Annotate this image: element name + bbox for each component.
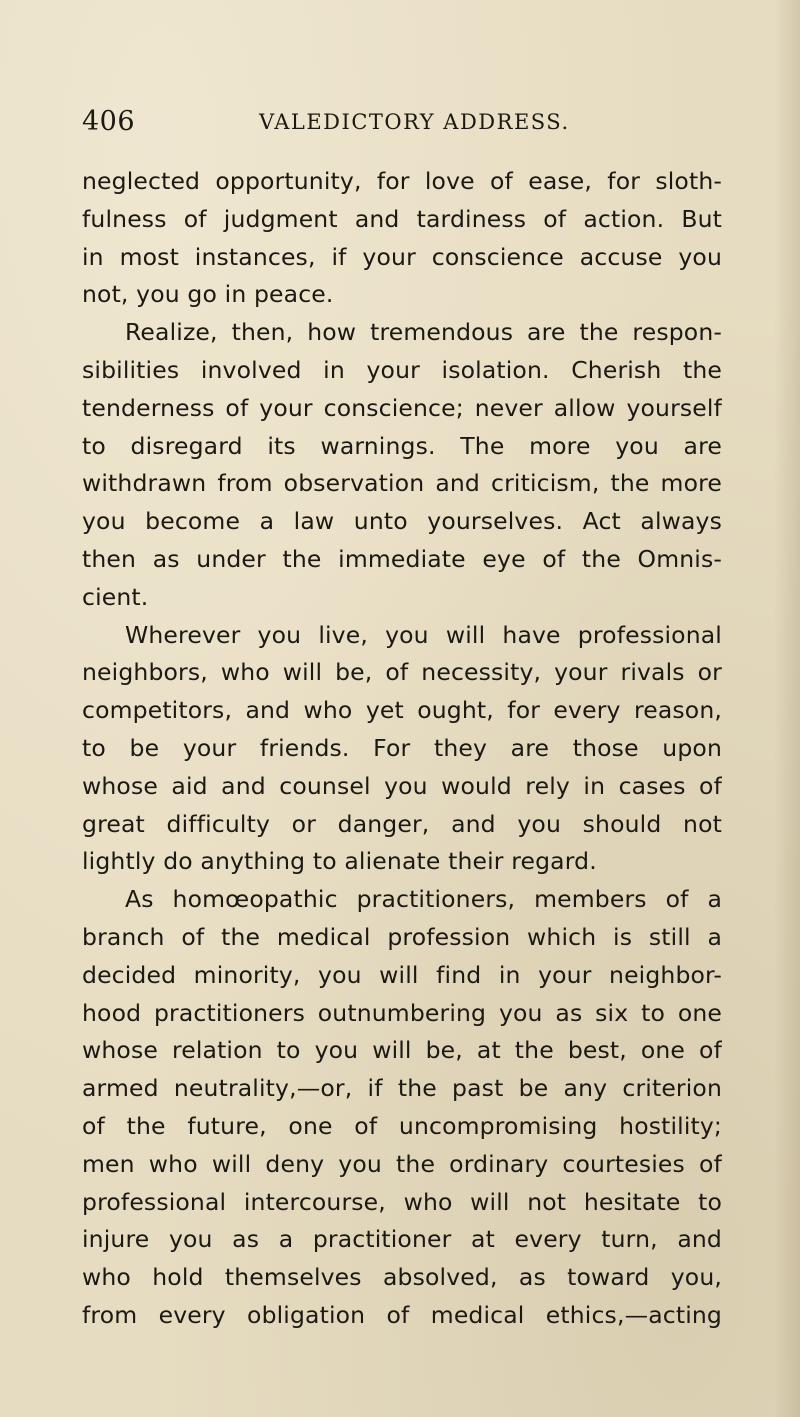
text-line: to disregard its warnings. The more you are — [82, 431, 722, 460]
text-line: whose relation to you will be, at the best, one of — [82, 1036, 722, 1065]
text-line: whose aid and counsel you would rely in cases of — [82, 771, 722, 800]
page-number: 406 — [82, 106, 136, 137]
text-line: in most instances, if your conscience accuse you — [82, 242, 722, 271]
text-line: Wherever you live, you will have professional — [125, 620, 722, 649]
text-line: decided minority, you will find in your neighbor- — [82, 960, 722, 989]
page-edge-shadow — [774, 0, 800, 1417]
text-line: fulness of judgment and tardiness of action. But — [82, 204, 722, 233]
text-line: sibilities involved in your isolation. Cherish the — [82, 355, 722, 384]
text-line: professional intercourse, who will not hesitate to — [82, 1187, 722, 1216]
body-text — [82, 163, 722, 1335]
text-line: branch of the medical profession which is still a — [82, 922, 722, 951]
text-line: lightly do anything to alienate their regard. — [82, 847, 597, 876]
text-line: withdrawn from observation and criticism, the more — [82, 469, 722, 498]
text-line: neighbors, who will be, of necessity, your rivals or — [82, 658, 722, 687]
text-line: great difficulty or danger, and you should not — [82, 809, 722, 838]
text-line: competitors, and who yet ought, for every reason, — [82, 696, 722, 725]
text-line: neglected opportunity, for love of ease, for sloth- — [82, 167, 722, 195]
text-line: from every obligation of medical ethics,—acting — [82, 1300, 722, 1329]
text-line: of the future, one of uncompromising hostility; — [82, 1111, 722, 1140]
text-line: tenderness of your conscience; never allow yourself — [82, 393, 722, 422]
text-line: cient. — [82, 582, 149, 611]
running-head: VALEDICTORY ADDRESS. — [259, 110, 570, 134]
text-line: then as under the immediate eye of the Omnis- — [82, 544, 722, 573]
page-header — [82, 104, 722, 140]
text-line: who hold themselves absolved, as toward you, — [82, 1263, 722, 1292]
text-line: not, you go in peace. — [82, 280, 334, 309]
text-line: armed neutrality,—or, if the past be any criterion — [82, 1074, 722, 1103]
text-line: to be your friends. For they are those upon — [82, 733, 722, 762]
text-line: As homœopathic practitioners, members of a — [125, 885, 722, 914]
text-line: men who will deny you the ordinary courtesies of — [82, 1149, 722, 1178]
text-line: injure you as a practitioner at every turn, and — [82, 1225, 722, 1254]
text-line: Realize, then, how tremendous are the respon- — [125, 318, 722, 347]
text-line: you become a law unto yourselves. Act always — [82, 507, 722, 536]
text-line: hood practitioners outnumbering you as six to one — [82, 998, 722, 1027]
